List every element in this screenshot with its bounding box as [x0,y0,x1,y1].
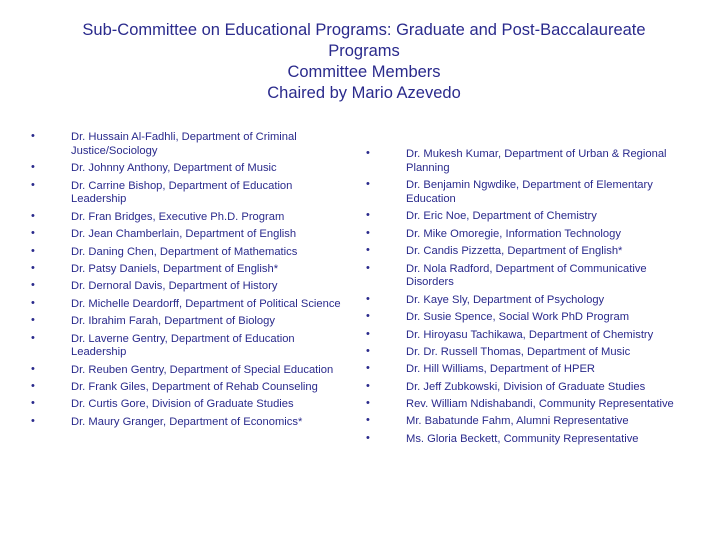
right-member-list [365,148,695,450]
list-item [365,346,695,360]
bullet-icon: • [31,296,35,309]
member-name: Dr. Hill Williams, Department of HPER [406,363,595,376]
list-item [30,246,350,260]
bullet-icon: • [366,209,370,222]
member-name: Dr. Patsy Daniels, Department of English* [71,262,279,275]
member-name: Dr. Reuben Gentry, Department of Special Education [71,363,334,376]
list-item [365,179,695,207]
member-name: Dr. Nola Radford, Department of Communicative Disorders [406,262,647,289]
list-item [365,433,695,447]
list-item [365,263,695,291]
list-item [365,363,695,377]
left-member-list [30,131,350,433]
member-name: Rev. William Ndishabandi, Community Representative [406,398,674,411]
bullet-icon: • [31,227,35,240]
list-item [365,228,695,242]
list-item [30,298,350,312]
member-name: Dr. Carrine Bishop, Department of Education Leadership [71,179,293,206]
bullet-icon: • [366,178,370,191]
member-name: Dr. Dernoral Davis, Department of History [71,280,278,293]
bullet-icon: • [366,244,370,257]
member-name: Mr. Babatunde Fahm, Alumni Representative [406,415,629,428]
bullet-icon: • [31,261,35,274]
bullet-icon: • [366,226,370,239]
bullet-icon: • [31,244,35,257]
list-item [365,329,695,343]
title-line-2: Programs [328,42,400,60]
list-item [30,315,350,329]
member-name: Dr. Laverne Gentry, Department of Education Leadership [71,332,295,359]
list-item [30,398,350,412]
list-item [30,416,350,430]
member-name: Dr. Hussain Al-Fadhli, Department of Criminal Justice/Sociology [71,131,297,157]
list-item [365,398,695,412]
member-name: Dr. Mike Omoregie, Information Technology [406,227,621,240]
member-name: Dr. Dr. Russell Thomas, Department of Music [406,345,631,358]
member-name: Ms. Gloria Beckett, Community Representative [406,432,639,445]
title-line-1: Sub-Committee on Educational Programs: Graduate and Post-Baccalaureate [82,21,646,39]
bullet-icon: • [366,292,370,305]
bullet-icon: • [366,431,370,444]
list-item [365,294,695,308]
bullet-icon: • [31,209,35,222]
member-name: Dr. Curtis Gore, Division of Graduate Studies [71,398,294,411]
list-item [365,311,695,325]
bullet-icon: • [366,414,370,427]
bullet-icon: • [31,178,35,191]
list-item [365,245,695,259]
list-item [30,180,350,208]
member-name: Dr. Eric Noe, Department of Chemistry [406,210,597,223]
member-name: Dr. Maury Granger, Department of Economics* [71,415,303,428]
bullet-icon: • [366,397,370,410]
bullet-icon: • [366,362,370,375]
title-line-3: Committee Members [287,63,441,81]
bullet-icon: • [366,261,370,274]
bullet-icon: • [31,161,35,174]
member-name: Dr. Jean Chamberlain, Department of English [71,228,297,241]
list-item [30,228,350,242]
bullet-icon: • [31,279,35,292]
list-item [30,211,350,225]
member-name: Dr. Susie Spence, Social Work PhD Program [406,311,630,324]
bullet-icon: • [31,331,35,344]
list-item [30,364,350,378]
list-item [365,210,695,224]
list-item [365,415,695,429]
member-name: Dr. Johnny Anthony, Department of Music [71,162,277,175]
bullet-icon: • [366,327,370,340]
list-item [365,148,695,176]
bullet-icon: • [366,147,370,159]
bullet-icon: • [31,362,35,375]
bullet-icon: • [31,314,35,327]
member-name: Dr. Benjamin Ngwdike, Department of Elementary Education [406,179,653,205]
list-item [30,131,350,159]
list-item [30,162,350,176]
title-line-4: Chaired by Mario Azevedo [267,84,461,102]
member-name: Dr. Frank Giles, Department of Rehab Counseling [71,381,318,394]
member-name: Dr. Fran Bridges, Executive Ph.D. Program [71,210,285,223]
member-name: Dr. Daning Chen, Department of Mathematics [71,245,298,258]
list-item [30,381,350,395]
page-title [30,20,698,104]
list-item [30,263,350,277]
member-name: Dr. Ibrahim Farah, Department of Biology [71,315,275,328]
list-item [30,280,350,294]
member-name: Dr. Kaye Sly, Department of Psychology [406,293,605,306]
member-name: Dr. Candis Pizzetta, Department of English* [406,245,623,258]
bullet-icon: • [31,397,35,410]
list-item [365,381,695,395]
bullet-icon: • [366,379,370,392]
bullet-icon: • [366,310,370,323]
member-name: Dr. Michelle Deardorff, Department of Political Science [71,297,341,310]
list-item [30,333,350,361]
bullet-icon: • [366,344,370,357]
bullet-icon: • [31,380,35,393]
bullet-icon: • [31,130,35,142]
member-name: Dr. Jeff Zubkowski, Division of Graduate Studies [406,380,646,393]
member-name: Dr. Hiroyasu Tachikawa, Department of Chemistry [406,328,654,341]
bullet-icon: • [31,414,35,427]
member-name: Dr. Mukesh Kumar, Department of Urban & Regional Planning [406,148,667,174]
